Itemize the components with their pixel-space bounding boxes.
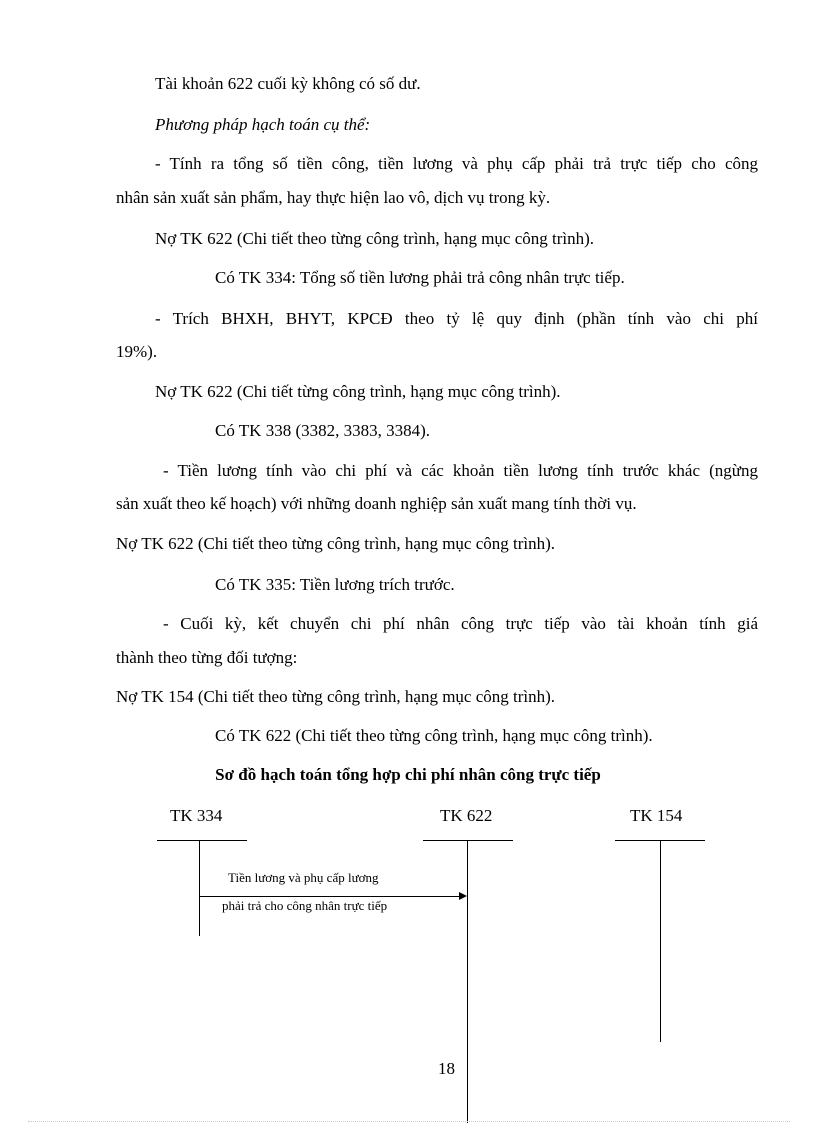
entry-debit-154: Nợ TK 154 (Chi tiết theo từng công trình, hạng mục công trình). [116,687,556,706]
account-label-622: TK 622 [440,806,493,825]
t-account-334-top [157,840,247,841]
entry-debit-622-c: Nợ TK 622 (Chi tiết theo từng công trình, hạng mục công trình). [116,534,556,553]
paragraph-wages-line1: - Tính ra tổng số tiền công, tiền lương và phụ cấp phải trả trực tiếp cho công [155,154,758,173]
arrowhead-icon [459,892,467,900]
paragraph-insurance-line2: 19%). [116,342,158,361]
account-label-154: TK 154 [630,806,683,825]
paragraph-accrued-line2: sản xuất theo kế hoạch) với những doanh nghiệp sản xuất mang tính thời vụ. [116,494,637,513]
paragraph-accrued-line1: - Tiền lương tính vào chi phí và các khoản tiền lương tính trước khác (ngừng [163,461,758,480]
entry-credit-338: Có TK 338 (3382, 3383, 3384). [215,421,431,440]
diagram-title: Sơ đồ hạch toán tổng hợp chi phí nhân công trực tiếp [215,765,601,784]
footer-divider [28,1121,790,1122]
account-label-334: TK 334 [170,806,223,825]
t-account-334-stem [199,840,200,936]
page-number: 18 [438,1059,455,1078]
paragraph-closing-balance: Tài khoản 622 cuối kỳ không có số dư. [155,74,421,93]
section-heading-method: Phương pháp hạch toán cụ thể: [155,115,371,134]
paragraph-transfer-line1: - Cuối kỳ, kết chuyển chi phí nhân công trực tiếp vào tài khoản tính giá [163,614,758,633]
t-account-622-stem [467,840,468,1123]
entry-debit-622-b: Nợ TK 622 (Chi tiết từng công trình, hạng mục công trình). [155,382,561,401]
t-account-622-top [423,840,513,841]
t-account-154-stem [660,840,661,1042]
entry-credit-622: Có TK 622 (Chi tiết theo từng công trình, hạng mục công trình). [215,726,653,745]
paragraph-transfer-line2: thành theo từng đối tượng: [116,648,298,667]
entry-debit-622-a: Nợ TK 622 (Chi tiết theo từng công trình, hạng mục công trình). [155,229,595,248]
paragraph-wages-line2: nhân sản xuất sản phẩm, hay thực hiện lao vô, dịch vụ trong kỳ. [116,188,551,207]
entry-credit-335: Có TK 335: Tiền lương trích trước. [215,575,455,594]
arrow-label-line2: phải trả cho công nhân trực tiếp [222,898,388,913]
paragraph-insurance-line1: - Trích BHXH, BHYT, KPCĐ theo tỷ lệ quy định (phần tính vào chi phí [155,309,758,328]
entry-credit-334: Có TK 334: Tổng số tiền lương phải trả công nhân trực tiếp. [215,268,625,287]
arrow-334-to-622 [199,896,459,897]
arrow-label-line1: Tiền lương và phụ cấp lương [228,870,379,885]
